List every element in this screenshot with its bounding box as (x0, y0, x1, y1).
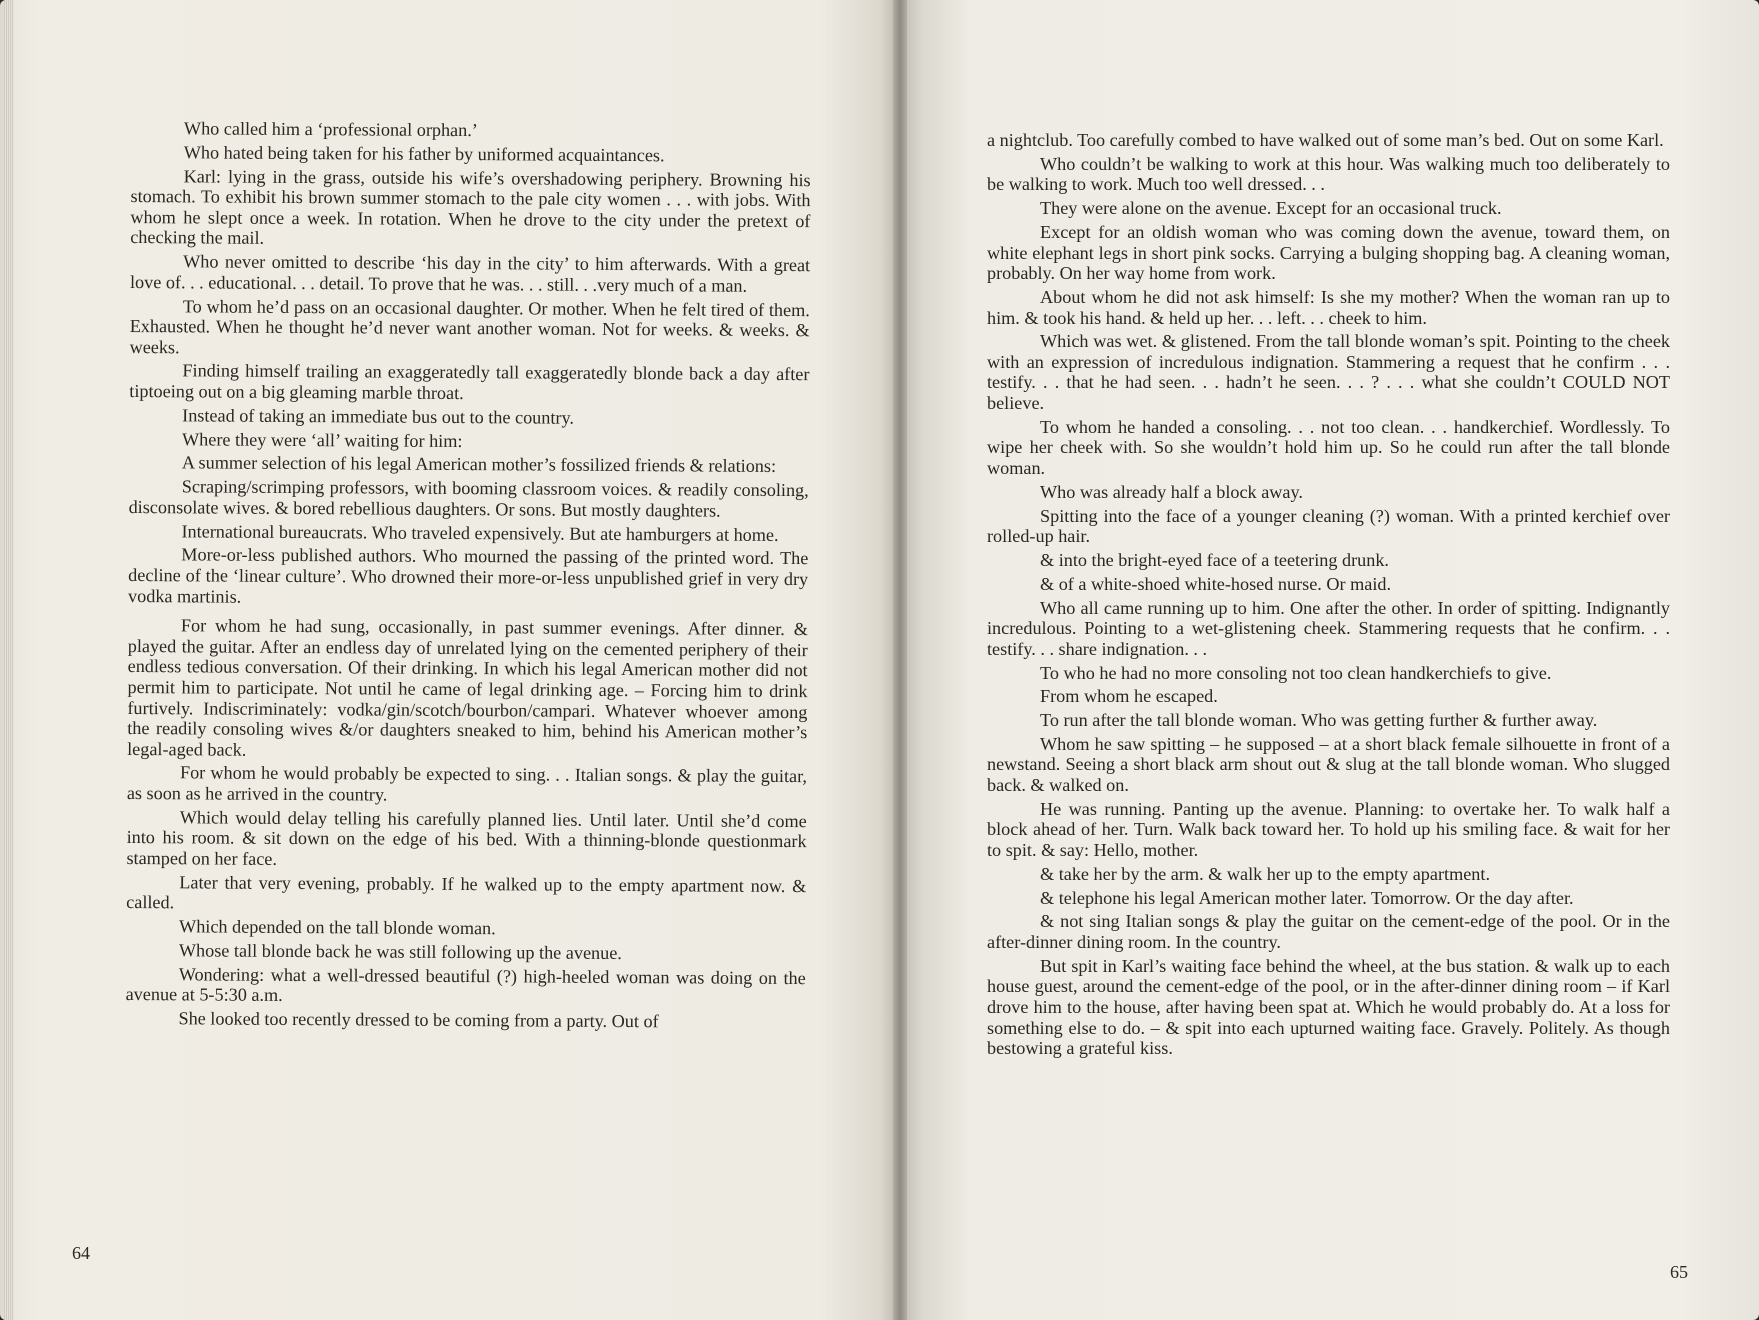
paragraph: Except for an oldish woman who was coming down the avenue, toward them, on white elephant legs in short pink socks. Carrying a bulging shopping bag. A cleaning woman, probably. On her way home from work. (987, 221, 1670, 284)
paragraph: International bureaucrats. Who traveled expensively. But ate hamburgers at home. (181, 520, 779, 545)
paragraph: They were alone on the avenue. Except for an occasional truck. (1040, 198, 1502, 219)
book-gutter (893, 0, 907, 1320)
page-number: 65 (1670, 1262, 1688, 1282)
paragraph: Which was wet. & glistened. From the tall blonde woman’s spit. Pointing to the cheek with an expression of incredulous indignation. Stammering a request that he confirm . . . testify. . . that he had seen. . . hadn’t he seen. . . ? . . . what she couldn’t COULD NOT believe. (987, 331, 1670, 414)
page-number: 64 (72, 1243, 90, 1263)
paragraph: Instead of taking an immediate bus out to the country. (182, 405, 575, 428)
paragraph: He was running. Panting up the avenue. Planning: to overtake her. To walk half a block ahead of her. Turn. Walk back toward her. To hold up his smiling face. & wait for her to spit. & say: Hello, mother. (987, 798, 1670, 860)
paragraph: Where they were ‘all’ waiting for him: (181, 428, 463, 451)
paragraph: For whom he would probably be expected to sing. . . Italian songs. & play the guitar, as soon as he arrived in the country. (126, 762, 808, 805)
paragraph: Finding himself trailing an exaggeratedly tall exaggeratedly blonde back a day after tiptoeing out on a big gleaming marble throat. (129, 360, 810, 404)
paragraph: From whom he escaped. (1040, 686, 1218, 707)
paragraph: Spitting into the face of a younger cleaning (?) woman. With a printed kerchief over rolled-up hair. (987, 505, 1670, 547)
paragraph: Who was already half a block away. (1040, 481, 1303, 502)
paragraph: For whom he had sung, occasionally, in past summer evenings. After dinner. & played the guitar. After an endless day of unrelated lying on the cemented periphery of their endless tedious conversation. Of their drinking. In which his legal American mother did not permit him to participate. Not until he came of legal drinking age. – Forcing him to drink furtively. Indiscriminately: vodka/gin/scotch/bourbon/campari. Whatever whoever among the readily consoling wives &/or daughters sneaked to him, behind his American mother’s legal-aged back. (127, 615, 808, 760)
paragraph: Scraping/scrimping professors, with booming classroom voices. & readily consoling, disconsolate wives. & bored rebellious daughters. Or sons. But mostly daughters. (128, 476, 809, 521)
paragraph: & not sing Italian songs & play the guitar on the cement-edge of the pool. Or in the after-dinner dining room. In the country. (987, 911, 1670, 952)
paragraph: Who hated being taken for his father by uniformed acquaintances. (183, 142, 665, 166)
paragraph: She looked too recently dressed to be coming from a party. Out of (178, 1008, 659, 1032)
paragraph: But spit in Karl’s waiting face behind the wheel, at the bus station. & walk up to each house guest, around the cement-edge of the pool, or in the after-dinner dining room – if Karl drove him to the house, after having been spat at. Which he would probably do. At a loss for something else to do. – & spit into each upturned waiting face. Gravely. Politely. As though bestowing a grateful kiss. (987, 955, 1670, 1059)
paragraph: Whose tall blonde back he was still following up the avenue. (178, 940, 622, 963)
paragraph: & of a white-shoed white-hosed nurse. Or maid. (1040, 573, 1392, 594)
paragraph: Who couldn’t be walking to work at this hour. Was walking much too deliberately to be walking to work. Much too well dressed. . . (987, 153, 1670, 195)
paragraph: A summer selection of his legal American mother’s fossilized friends & relations: (181, 452, 777, 477)
paragraph: Which depended on the tall blonde woman. (179, 916, 496, 939)
paragraph: More-or-less published authors. Who mourned the passing of the printed word. The decline of the ‘linear culture’. Who drowned their more-or-less unpublished grief in very dry vodka martinis. (128, 544, 809, 607)
paragraph: Who never omitted to describe ‘his day in the city’ to him afterwards. With a great love of. . . educational. . . detail. To prove that he was. . . still. . .very much of a man. (129, 251, 811, 296)
paragraph: To whom he’d pass on an occasional daughter. Or mother. When he felt tired of them. Exhausted. When he thought he’d never want another woman. Not for weeks. & weeks. & weeks. (129, 295, 810, 357)
paragraph: Which would delay telling his carefully planned lies. Until later. Until she’d come into his room. & sit down on the edge of his bed. With a thinning-blonde questionmark stamped on her face. (126, 807, 807, 869)
paragraph: Karl: lying in the grass, outside his wife’s overshadowing periphery. Browning his stomach. To exhibit his brown summer stomach to the pale city women . . . with jobs. With whom he slept once a week. In rotation. When he drove to the city under the pretext of checking the mail. (130, 165, 811, 249)
left-page-text (125, 118, 811, 1036)
paragraph: To whom he handed a consoling. . . not too clean. . . handkerchief. Wordlessly. To wipe her cheek with. So she wouldn’t hold him up. So he could run after the tall blonde woman. (987, 416, 1670, 479)
paragraph: To who he had no more consoling not too clean handkerchiefs to give. (1040, 662, 1552, 683)
paragraph: Later that very evening, probably. If he walked up to the empty apartment now. & called. (126, 872, 807, 913)
right-page-text (987, 130, 1670, 1062)
paragraph: To run after the tall blonde woman. Who was getting further & further away. (1040, 710, 1598, 731)
paragraph: About whom he did not ask himself: Is she my mother? When the woman ran up to him. & took his hand. & held up her. . . left. . . cheek to him. (987, 286, 1670, 328)
paragraph: & telephone his legal American mother later. Tomorrow. Or the day after. (1040, 887, 1574, 908)
paragraph: Who called him a ‘professional orphan.’ (183, 118, 478, 141)
paragraph: & take her by the arm. & walk her up to the empty apartment. (1040, 863, 1490, 884)
paragraph: a nightclub. Too carefully combed to have walked out of some man’s bed. Out on some Karl. (987, 130, 1664, 150)
paragraph: Wondering: what a well-dressed beautiful (?) high-heeled woman was doing on the avenue at 5-5:30 a.m. (125, 964, 806, 1006)
paragraph: Who all came running up to him. One after the other. In order of spitting. Indignantly incredulous. Pointing to a wet-glistening cheek. Stammering requests that he confirm. . . testify. . . share indignation. . . (987, 597, 1670, 659)
right-page (900, 0, 1759, 1320)
paragraph: & into the bright-eyed face of a teetering drunk. (1040, 549, 1389, 570)
paragraph: Whom he saw spitting – he supposed – at a short black female silhouette in front of a newstand. Seeing a short black arm shout out & slug at the tall blonde woman. Who slugged back. & walked on. (987, 733, 1670, 796)
